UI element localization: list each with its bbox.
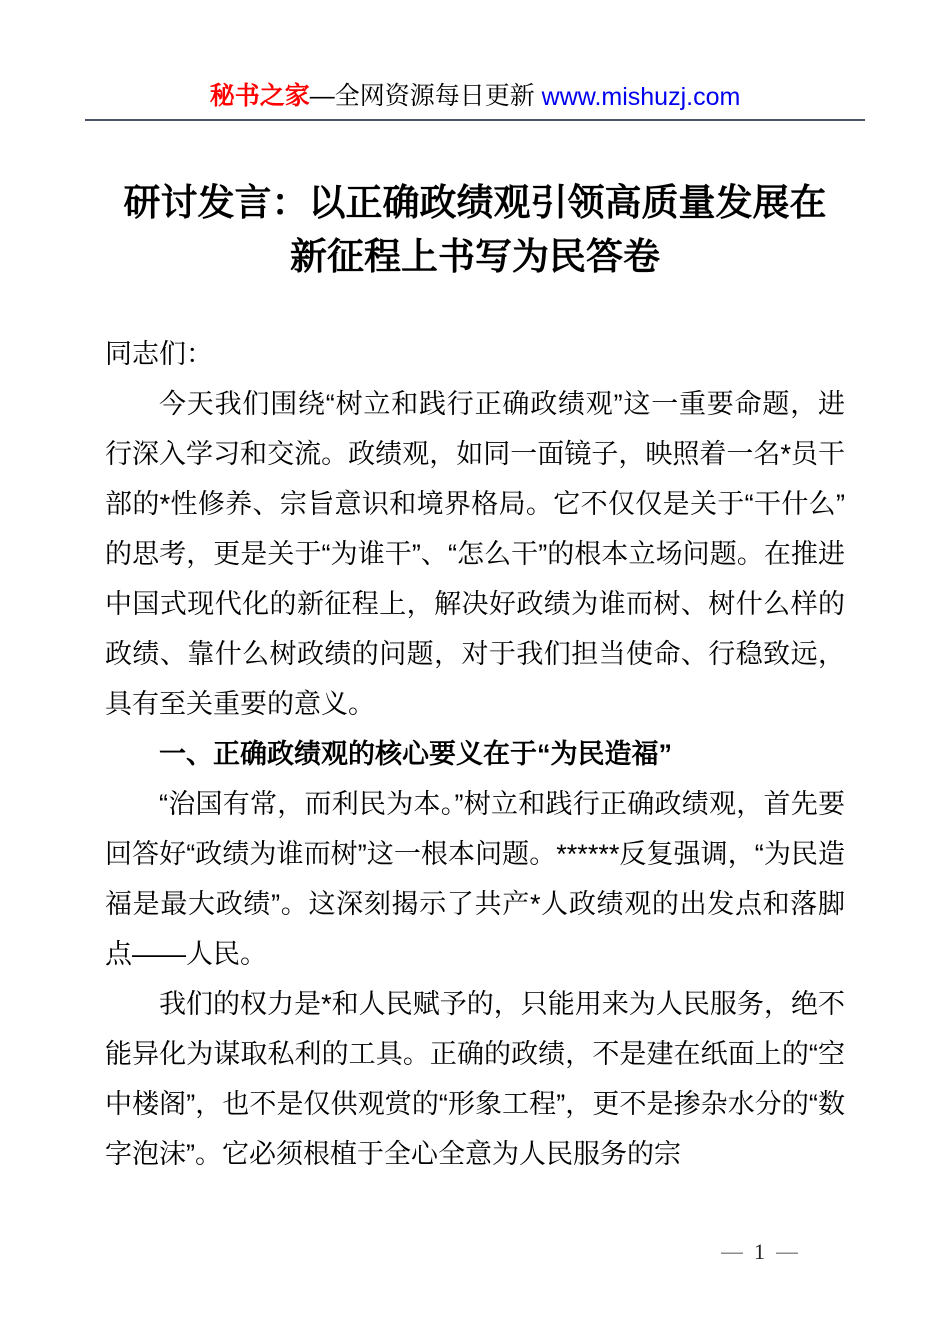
page-number-dash-left: — [721,1239,743,1264]
document-body [105,329,845,1179]
paragraph-intro: 今天我们围绕“树立和践行正确政绩观”这一重要命题，进行深入学习和交流。政绩观，如同一面镜子，映照着一名*员干部的*性修养、宗旨意识和境界格局。它不仅仅是关于“干什么”的思考，更是关于“为谁干”、“怎么干”的根本立场问题。在推进中国式现代化的新征程上，解决好政绩为谁而树、树什么样的政绩、靠什么树政绩的问题，对于我们担当使命、行稳致远，具有至关重要的意义。 [105,389,845,719]
paragraph-section-1b: 我们的权力是*和人民赋予的，只能用来为人民服务，绝不能异化为谋取私利的工具。正确的政绩，不是建在纸面上的“空中楼阁”，也不是仅供观赏的“形象工程”，更不是掺杂水分的“数字泡沫”。它必须根植于全心全意为人民服务的宗 [105,989,845,1169]
site-tagline: —全网资源每日更新 [309,82,542,110]
document-title-line-2: 新征程上书写为民答卷 [290,236,660,277]
page-number [721,1238,798,1266]
page-header [85,0,865,121]
paragraph-section-1a: “治国有常，而利民为本。”树立和践行正确政绩观，首先要回答好“政绩为谁而树”这一根本问题。******反复强调，“为民造福是最大政绩”。这深刻揭示了共产*人政绩观的出发点和落脚点——人民。 [105,789,845,969]
section-heading-1: 一、正确政绩观的核心要义在于“为民造福” [159,739,672,769]
site-brand: 秘书之家 [209,82,310,110]
document-title-line-1: 研讨发言：以正确政绩观引领高质量发展在 [123,182,827,223]
site-url-link[interactable]: www.mishuzj.com [541,83,741,111]
salutation: 同志们： [105,339,213,369]
document-title [105,176,845,284]
page-number-dash-right: — [776,1239,798,1264]
page-number-value: 1 [754,1239,765,1264]
